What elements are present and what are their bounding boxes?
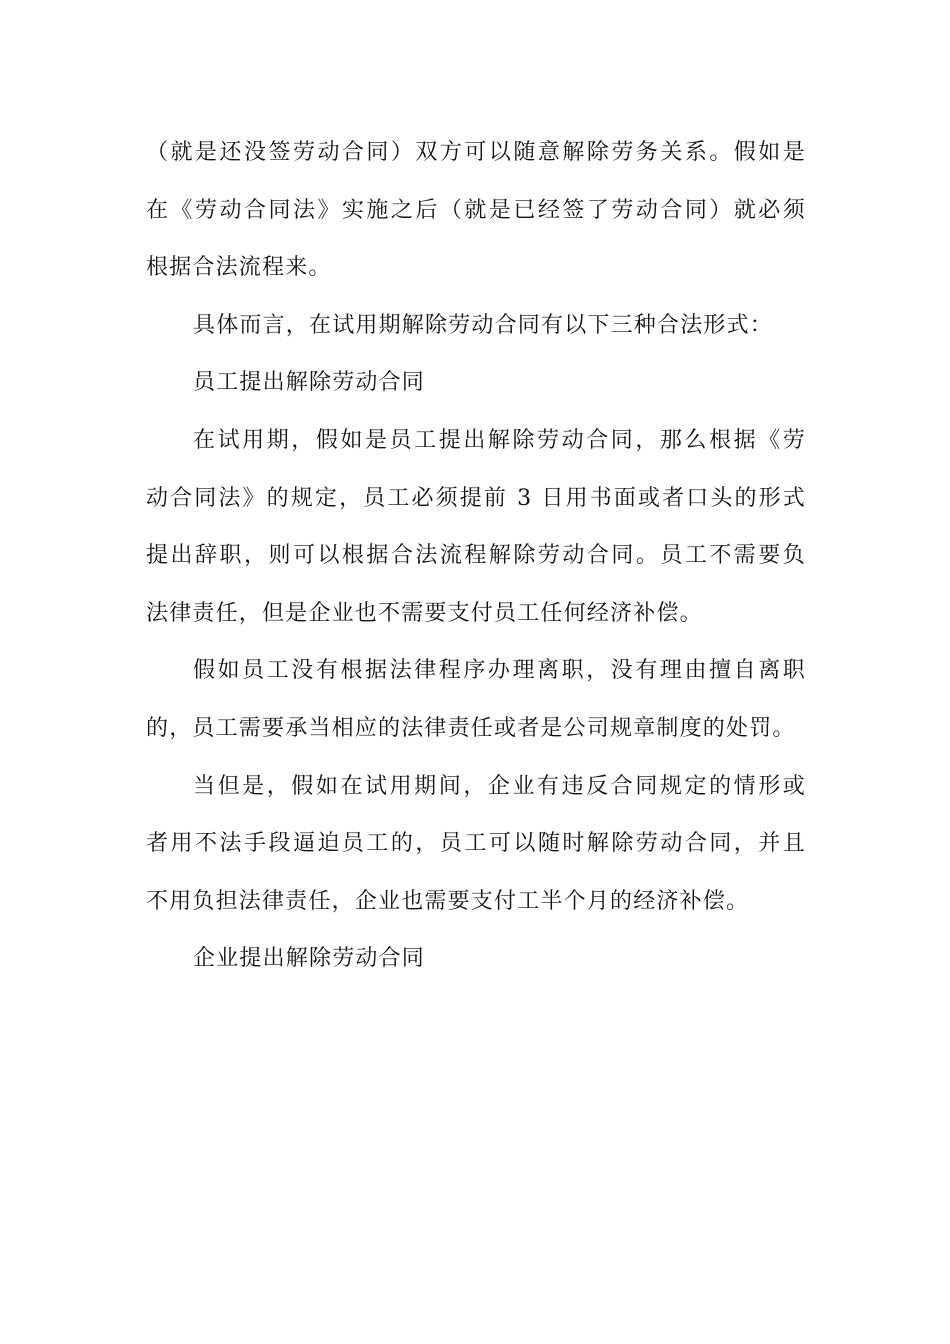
section-heading: 员工提出解除劳动合同	[193, 370, 426, 396]
text-line: 动合同法》的规定，员工必须提前 3 日用书面或者口头的形式	[146, 485, 806, 511]
text-line: （就是还没签劳动合同）双方可以随意解除劳务关系。假如是	[146, 140, 806, 165]
section-heading: 企业提出解除劳动合同	[193, 946, 426, 972]
text-line: 法律责任，但是企业也不需要支付员工任何经济补偿。	[146, 600, 703, 626]
text-line: 假如员工没有根据法律程序办理离职，没有理由擅自离职	[193, 658, 806, 684]
text-line: 在试用期，假如是员工提出解除劳动合同，那么根据《劳	[193, 427, 806, 453]
text-line: 不用负担法律责任，企业也需要支付工半个月的经济补偿。	[146, 888, 750, 914]
text-line: 当但是，假如在试用期间，企业有违反合同规定的情形或	[193, 773, 806, 799]
text-line: 者用不法手段逼迫员工的，员工可以随时解除劳动合同，并且	[146, 831, 806, 857]
text-line: 具体而言，在试用期解除劳动合同有以下三种合法形式：	[193, 312, 774, 338]
text-line: 的，员工需要承当相应的法律责任或者是公司规章制度的处罚。	[146, 715, 796, 741]
text-line: 提出辞职，则可以根据合法流程解除劳动合同。员工不需要负	[146, 543, 806, 569]
text-line: 根据合法流程来。	[146, 255, 332, 281]
text-line: 在《劳动合同法》实施之后（就是已经签了劳动合同）就必须	[146, 197, 806, 223]
document-body	[146, 129, 806, 993]
